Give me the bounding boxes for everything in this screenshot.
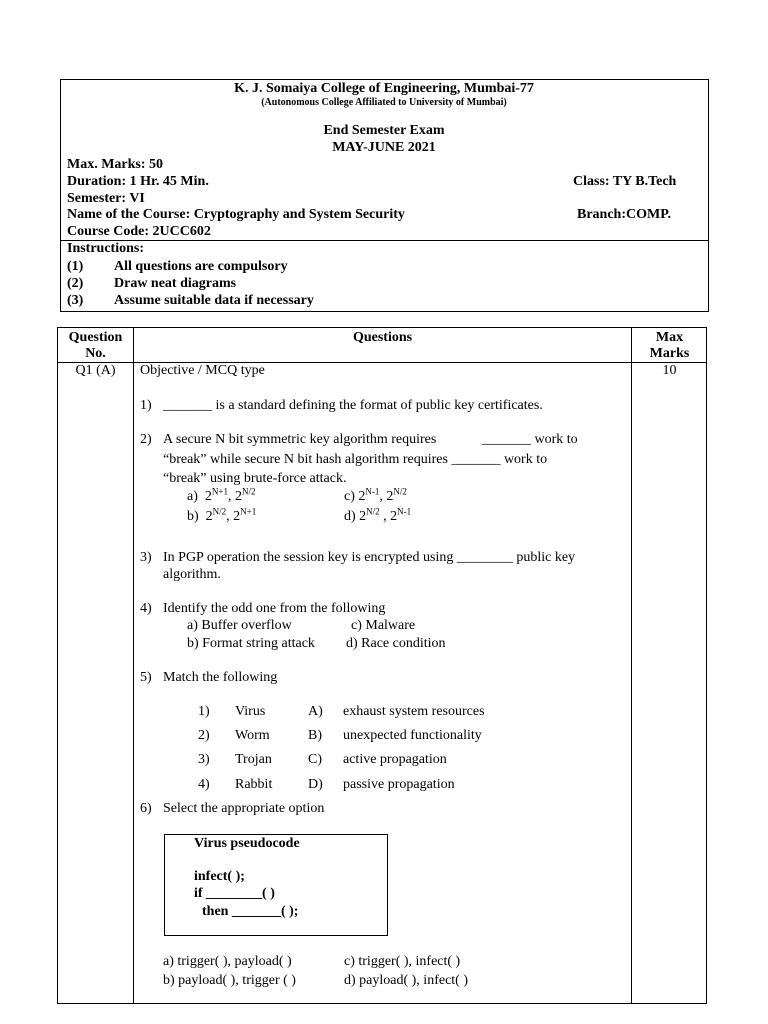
max-marks: Max. Marks: 50: [67, 157, 164, 172]
q2-line-1b: _______ work to: [482, 432, 578, 447]
col-header-max-marks: Max: [655, 330, 684, 345]
match-row-desc: passive propagation: [343, 777, 455, 792]
question-marks: 10: [662, 363, 677, 378]
match-row-letter: B): [308, 728, 322, 743]
match-row-term: Virus: [235, 704, 266, 719]
q2-line-3: “break” using brute-force attack.: [163, 471, 347, 486]
exam-session: MAY-JUNE 2021: [332, 140, 436, 155]
q1-num: 1): [140, 398, 152, 413]
header-divider: [60, 240, 708, 241]
match-row-letter: A): [308, 704, 323, 719]
q6-option-d: d) payload( ), infect( ): [344, 973, 468, 988]
q2-option-d-label: d) 2: [344, 509, 367, 524]
course-code: Course Code: 2UCC602: [67, 224, 211, 239]
class-label: Class: TY B.Tech: [573, 174, 677, 189]
q5-num: 5): [140, 670, 152, 685]
q2-option-d: [344, 506, 412, 525]
instruction-num: (2): [67, 276, 84, 291]
match-row-num: 1): [198, 704, 210, 719]
table-col-divider-2: [631, 327, 632, 1004]
col-header-questions: Questions: [352, 330, 413, 345]
instruction-num: (1): [67, 259, 84, 274]
q4-option-d: d) Race condition: [346, 636, 446, 651]
q2-option-b-label: b): [187, 509, 199, 524]
instructions-title: Instructions:: [67, 241, 145, 256]
q5-text: Match the following: [163, 670, 278, 685]
match-row-letter: C): [308, 752, 322, 767]
q4-option-b: b) Format string attack: [187, 636, 315, 651]
q6-option-b: b) payload( ), trigger ( ): [163, 973, 296, 988]
match-row-num: 2): [198, 728, 210, 743]
q2-option-c-exp: N-1: [365, 486, 380, 497]
pseudocode-line-3: then _______( );: [202, 904, 299, 919]
q4-text: Identify the odd one from the following: [163, 601, 386, 616]
q2-option-b-base-2: , 2: [226, 509, 241, 524]
q2-option-b-exp-2: N+1: [240, 506, 257, 517]
q2-option-a-base-2: , 2: [227, 489, 242, 504]
q4-num: 4): [140, 601, 152, 616]
table-right-border: [706, 327, 707, 1004]
match-row-term: Worm: [235, 728, 270, 743]
q6-option-a: a) trigger( ), payload( ): [163, 954, 292, 969]
match-row-num: 3): [198, 752, 210, 767]
q2-option-d-base-2: , 2: [379, 509, 398, 524]
q2-option-a-exp-2: N/2: [241, 486, 256, 497]
pseudocode-line-2: if ________( ): [194, 886, 275, 901]
q2-option-c-base-2: , 2: [379, 489, 394, 504]
instruction-text: All questions are compulsory: [114, 259, 288, 274]
col-header-question-no-2: No.: [85, 346, 106, 361]
table-col-divider-1: [133, 327, 134, 1004]
q1-text: _______ is a standard defining the format of public key certificates.: [163, 398, 543, 413]
semester: Semester: VI: [67, 191, 145, 206]
q6-num: 6): [140, 801, 152, 816]
pseudocode-title: Virus pseudocode: [194, 836, 300, 851]
college-name: K. J. Somaiya College of Engineering, Mumbai-77: [234, 81, 534, 96]
table-top-border: [57, 327, 707, 328]
q3-num: 3): [140, 550, 152, 565]
q2-option-a-exp: N+1: [211, 486, 228, 497]
instruction-text: Draw neat diagrams: [114, 276, 237, 291]
q2-line-1a: A secure N bit symmetric key algorithm requires: [163, 432, 437, 447]
q2-line-2: “break” while secure N bit hash algorithm requires _______ work to: [163, 452, 548, 467]
pseudocode-line-1: infect( );: [194, 869, 245, 884]
match-row-term: Rabbit: [235, 777, 273, 792]
affiliation: (Autonomous College Affiliated to University of Mumbai): [261, 97, 507, 108]
match-row-num: 4): [198, 777, 210, 792]
course-name: Name of the Course: Cryptography and System Security: [67, 207, 405, 222]
q4-option-a: a) Buffer overflow: [187, 618, 292, 633]
q2-option-c: [344, 486, 407, 505]
match-row-term: Trojan: [235, 752, 272, 767]
branch: Branch:COMP.: [577, 207, 671, 222]
q2-option-d-exp-2: N-1: [397, 506, 412, 517]
q6-option-c: c) trigger( ), infect( ): [344, 954, 461, 969]
question-type: Objective / MCQ type: [140, 363, 265, 378]
q2-option-a: [187, 486, 256, 505]
col-header-max-marks-2: Marks: [649, 346, 690, 361]
q2-option-a-base: 2: [204, 489, 212, 504]
q2-option-b-exp: N/2: [212, 506, 227, 517]
q2-option-b-base: 2: [205, 509, 213, 524]
q3-line-1: In PGP operation the session key is encrypted using ________ public key: [163, 550, 576, 565]
exam-title: End Semester Exam: [323, 123, 445, 138]
table-bottom-border: [57, 1003, 707, 1004]
q2-option-d-exp: N/2: [366, 506, 380, 517]
instruction-num: (3): [67, 293, 84, 308]
duration: Duration: 1 Hr. 45 Min.: [67, 174, 209, 189]
match-row-letter: D): [308, 777, 323, 792]
table-left-border: [57, 327, 58, 1004]
question-number: Q1 (A): [75, 363, 116, 378]
match-row-desc: active propagation: [343, 752, 447, 767]
q2-option-c-exp-2: N/2: [393, 486, 407, 497]
match-row-desc: unexpected functionality: [343, 728, 482, 743]
match-row-desc: exhaust system resources: [343, 704, 485, 719]
q4-option-c: c) Malware: [351, 618, 416, 633]
q2-option-b: [187, 506, 257, 525]
q2-option-a-label: a): [187, 489, 198, 504]
q2-num: 2): [140, 432, 152, 447]
q3-line-2: algorithm.: [163, 567, 221, 582]
col-header-question-no: Question: [68, 330, 123, 345]
q2-option-c-label: c) 2: [344, 489, 366, 504]
q6-text: Select the appropriate option: [163, 801, 325, 816]
instruction-text: Assume suitable data if necessary: [114, 293, 314, 308]
